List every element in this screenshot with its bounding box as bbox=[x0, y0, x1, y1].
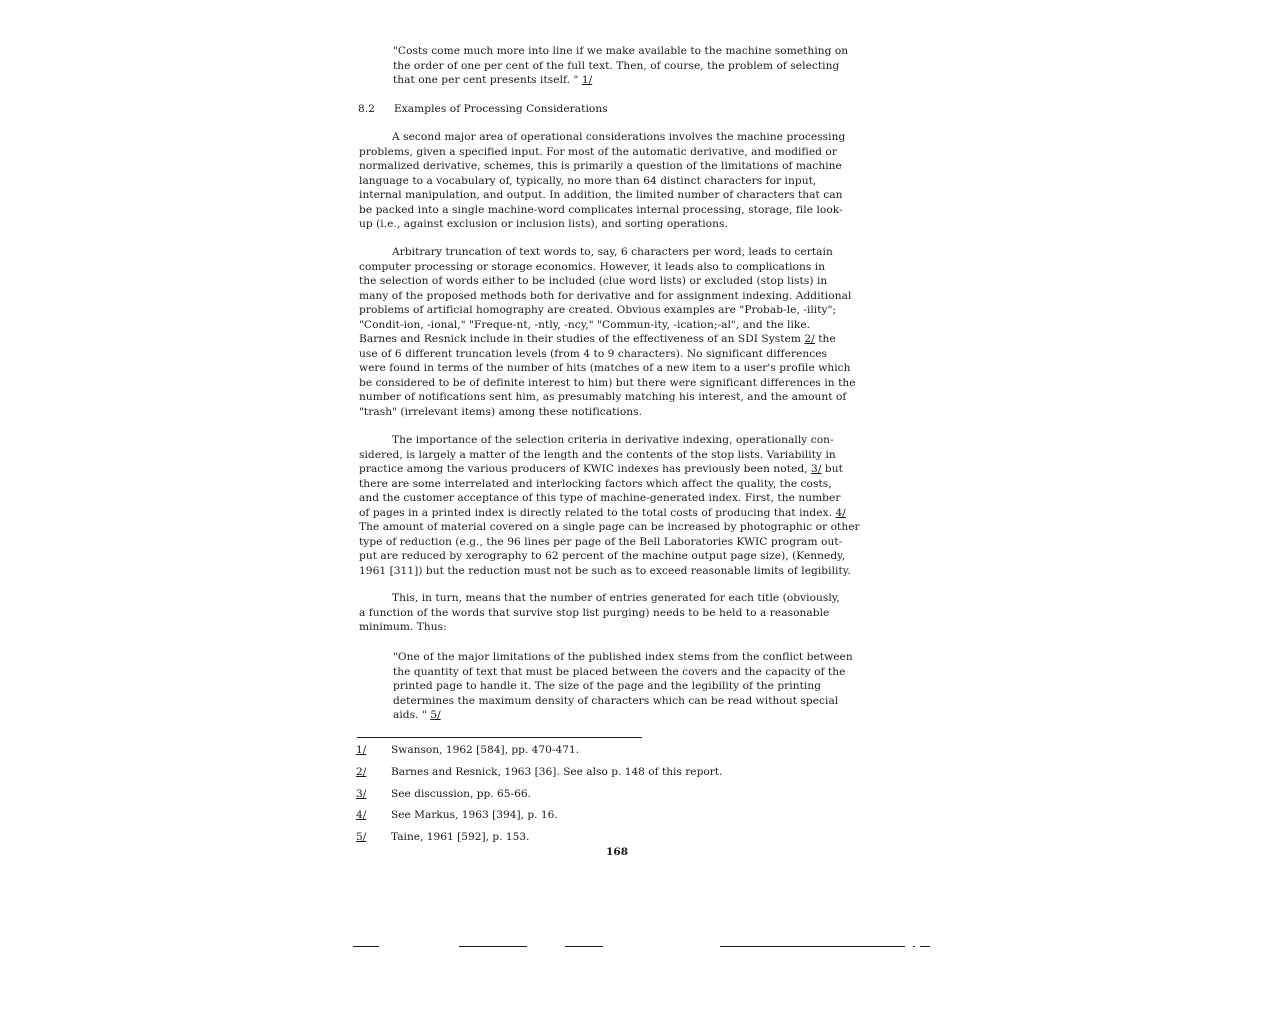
footnote-ref-5[interactable]: 5/ bbox=[430, 709, 441, 721]
quote-line: "Costs come much more into line if we make available to the machine something on bbox=[393, 45, 849, 57]
quote-line: that one per cent presents itself. " 1/ bbox=[393, 74, 593, 86]
footnote-text: Taine, 1961 [592], p. 153. bbox=[391, 831, 530, 843]
paragraph-line: a function of the words that survive stop list purging) needs to be held to a reasonable bbox=[359, 606, 830, 619]
block-quote-limitations bbox=[393, 650, 853, 723]
footnote-text: See Markus, 1963 [394], p. 16. bbox=[391, 809, 558, 821]
paragraph-line: problems, given a specified input. For most of the automatic derivative, and modified or bbox=[359, 145, 837, 158]
paragraph-line: The importance of the selection criteria in derivative indexing, operationally con- bbox=[392, 434, 834, 446]
quote-line: determines the maximum density of characters which can be read without special bbox=[393, 694, 839, 707]
paragraph-line: sidered, is largely a matter of the length and the contents of the stop lists. Variability in bbox=[359, 448, 836, 461]
section-title: Examples of Processing Considerations bbox=[394, 103, 608, 115]
paragraph-line: Arbitrary truncation of text words to, say, 6 characters per word, leads to certain bbox=[392, 246, 833, 258]
paragraph-line: normalized derivative, schemes, this is primarily a question of the limitations of machine bbox=[359, 160, 842, 172]
footnote-ref-3[interactable]: 3/ bbox=[811, 463, 822, 475]
scan-artifact-line bbox=[565, 946, 603, 947]
section-number: 8.2 bbox=[358, 103, 375, 115]
block-quote-costs bbox=[393, 44, 848, 88]
quote-line: printed page to handle it. The size of the page and the legibility of the printing bbox=[393, 680, 822, 692]
paragraph-line: and the customer acceptance of this type of machine-generated index. First, the number bbox=[359, 492, 841, 504]
footnote-mark: 5/ bbox=[356, 831, 367, 843]
section-heading bbox=[358, 102, 608, 117]
footnote-text: Barnes and Resnick, 1963 [36]. See also p. 148 of this report. bbox=[391, 766, 723, 778]
paragraph-line: put are reduced by xerography to 62 percent of the machine output page size), (Kennedy, bbox=[359, 550, 846, 562]
footnote-ref-1[interactable]: 1/ bbox=[581, 74, 593, 86]
paragraph-line: there are some interrelated and interlocking factors which affect the quality, the costs, bbox=[359, 477, 832, 490]
footnote-ref-4[interactable]: 4/ bbox=[835, 506, 846, 519]
paragraph-line: number of notifications sent him, as presumably matching his interest, and the amount of bbox=[359, 391, 847, 403]
footnote-4 bbox=[356, 809, 558, 821]
footnote-ref-2[interactable]: 2/ bbox=[804, 333, 815, 345]
paragraph-line: up (i.e., against exclusion or inclusion lists), and sorting operations. bbox=[359, 218, 728, 230]
footnote-mark: 3/ bbox=[356, 788, 367, 800]
footnote-mark: 2/ bbox=[356, 766, 367, 778]
paragraph-processing-problems bbox=[359, 130, 845, 232]
paragraph-selection-criteria bbox=[359, 433, 860, 578]
scan-artifact-line bbox=[459, 946, 527, 947]
footnote-2 bbox=[356, 766, 722, 778]
quote-line: aids. " 5/ bbox=[393, 709, 441, 721]
paragraph-line: This, in turn, means that the number of entries generated for each title (obviously, bbox=[392, 592, 840, 604]
paragraph-line: language to a vocabulary of, typically, no more than 64 distinct characters for input, bbox=[359, 174, 817, 187]
quote-line: the quantity of text that must be placed between the covers and the capacity of the bbox=[393, 665, 846, 678]
paragraph-line: computer processing or storage economics. However, it leads also to complications in bbox=[359, 260, 826, 273]
footnote-divider bbox=[357, 737, 642, 738]
paragraph-truncation bbox=[359, 245, 856, 419]
footnote-1 bbox=[356, 744, 579, 756]
paragraph-line: Barnes and Resnick include in their studies of the effectiveness of an SDI System 2/ the bbox=[359, 333, 836, 345]
paragraph-line: A second major area of operational considerations involves the machine processing bbox=[392, 131, 846, 143]
paragraph-line: be considered to be of definite interest to him) but there were significant differences in the bbox=[359, 376, 856, 389]
paragraph-line: type of reduction (e.g., the 96 lines per page of the Bell Laboratories KWIC program out- bbox=[359, 535, 843, 548]
paragraph-line: internal manipulation, and output. In addition, the limited number of characters that can bbox=[359, 189, 843, 201]
scan-artifact-line bbox=[720, 946, 905, 947]
scan-artifact-line bbox=[920, 946, 930, 947]
paragraph-line: The amount of material covered on a single page can be increased by photographic or other bbox=[359, 521, 860, 533]
paragraph-line: were found in terms of the number of hits (matches of a new item to a user's profile which bbox=[359, 362, 851, 374]
paragraph-line: 1961 [311]) but the reduction must not be such as to exceed reasonable limits of legibility. bbox=[359, 564, 851, 577]
footnote-text: See discussion, pp. 65-66. bbox=[391, 788, 531, 800]
footnote-mark: 4/ bbox=[356, 809, 367, 821]
paragraph-line: use of 6 different truncation levels (from 4 to 9 characters). No significant differences bbox=[359, 347, 828, 360]
scan-artifact-line bbox=[353, 946, 379, 947]
quote-line: "One of the major limitations of the published index stems from the conflict between bbox=[393, 651, 853, 663]
paragraph-entries bbox=[359, 591, 840, 635]
footnote-text: Swanson, 1962 [584], pp. 470-471. bbox=[391, 744, 580, 756]
footnote-mark: 1/ bbox=[356, 744, 367, 756]
paragraph-line: of pages in a printed index is directly related to the total costs of producing that index. 4/ bbox=[359, 506, 846, 519]
paragraph-line: "Condit-ion, -ional," "Freque-nt, -ntly, -ncy," "Commun-ity, -ication;-al", and the like. bbox=[359, 318, 811, 331]
page-number: 168 bbox=[606, 846, 629, 858]
paragraph-line: "trash" (irrelevant items) among these notifications. bbox=[359, 405, 643, 418]
scan-artifact-line bbox=[913, 946, 915, 947]
paragraph-line: minimum. Thus: bbox=[359, 621, 447, 633]
paragraph-line: the selection of words either to be included (clue word lists) or excluded (stop lists) in bbox=[359, 275, 828, 287]
footnote-5 bbox=[356, 831, 529, 843]
paragraph-line: practice among the various producers of KWIC indexes has previously been noted, 3/ but bbox=[359, 463, 843, 475]
paragraph-line: problems of artificial homography are created. Obvious examples are "Probab-le, -ility"; bbox=[359, 304, 837, 316]
paragraph-line: be packed into a single machine-word complicates internal processing, storage, file look- bbox=[359, 203, 843, 216]
quote-line: the order of one per cent of the full text. Then, of course, the problem of selecting bbox=[393, 59, 840, 72]
footnote-3 bbox=[356, 788, 531, 800]
paragraph-line: many of the proposed methods both for derivative and for assignment indexing. Additional bbox=[359, 289, 852, 302]
